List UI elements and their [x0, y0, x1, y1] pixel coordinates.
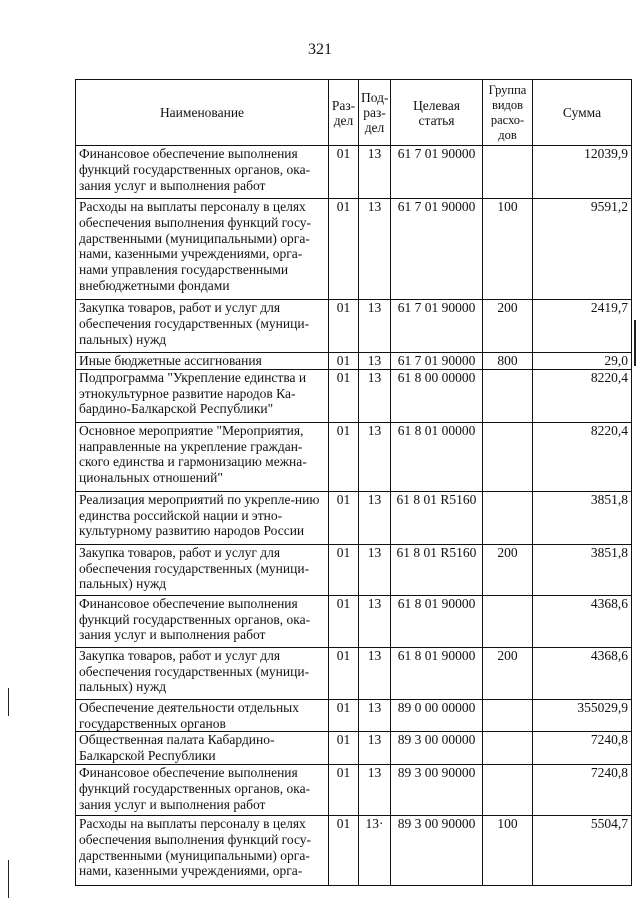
row-name: Расходы на выплаты персоналу в целях обеспечения выполнения функций госу-дарственными (муниципальными) орга-нами, казенными учреждениями, орга-нами управления государственными внебюджетными фондами — [76, 199, 329, 300]
row-article: 61 8 00 00000 — [391, 369, 483, 422]
row-group: 100 — [483, 199, 533, 300]
row-article: 61 8 01 R5160 — [391, 544, 483, 595]
row-article: 61 7 01 90000 — [391, 353, 483, 370]
row-group: 200 — [483, 300, 533, 353]
row-section: 01 — [329, 544, 359, 595]
edge-mark — [8, 860, 9, 898]
row-article: 89 0 00 00000 — [391, 699, 483, 732]
row-group: 100 — [483, 815, 533, 885]
row-name: Расходы на выплаты персоналу в целях обеспечения выполнения функций госу-дарственными (муниципальными) орга-нами, казенными учреждениями, орга- — [76, 815, 329, 885]
row-name: Основное мероприятие "Мероприятия, направленные на укрепление граждан-ского единства и гармонизацию межна-циональных отношений" — [76, 422, 329, 491]
row-subsection: 13 — [359, 647, 391, 699]
row-subsection: 13 — [359, 422, 391, 491]
row-subsection: 13 — [359, 369, 391, 422]
row-section: 01 — [329, 699, 359, 732]
row-sum: 29,0 — [533, 353, 632, 370]
header-article: Целевая статья — [391, 80, 483, 146]
row-sum: 12039,9 — [533, 146, 632, 199]
page-number: 321 — [308, 41, 332, 58]
row-section: 01 — [329, 353, 359, 370]
table-row — [76, 595, 632, 647]
row-subsection: 13 — [359, 732, 391, 765]
table-row — [76, 353, 632, 370]
table-row — [76, 764, 632, 815]
row-name: Закупка товаров, работ и услуг для обеспечения государственных (муници-пальных) нужд — [76, 300, 329, 353]
row-group — [483, 764, 533, 815]
row-section: 01 — [329, 595, 359, 647]
row-group — [483, 146, 533, 199]
row-group — [483, 595, 533, 647]
table-row — [76, 544, 632, 595]
row-section: 01 — [329, 491, 359, 544]
row-subsection: 13 — [359, 491, 391, 544]
row-name: Финансовое обеспечение выполнения функций государственных органов, ока-зания услуг и выполнения работ — [76, 595, 329, 647]
header-group: Группа видов расхо- дов — [483, 80, 533, 146]
row-subsection: 13 — [359, 353, 391, 370]
table-row — [76, 491, 632, 544]
row-section: 01 — [329, 422, 359, 491]
row-sum: 2419,7 — [533, 300, 632, 353]
edge-mark — [8, 688, 9, 716]
row-section: 01 — [329, 369, 359, 422]
row-sum: 3851,8 — [533, 544, 632, 595]
table-row — [76, 815, 632, 885]
row-group — [483, 699, 533, 732]
header-sum: Сумма — [533, 80, 632, 146]
row-sum: 9591,2 — [533, 199, 632, 300]
row-name: Финансовое обеспечение выполнения функций государственных органов, ока-зания услуг и выполнения работ — [76, 146, 329, 199]
table-row — [76, 146, 632, 199]
header-row — [76, 80, 632, 146]
row-subsection: 13 — [359, 199, 391, 300]
row-article: 61 7 01 90000 — [391, 300, 483, 353]
row-article: 61 8 01 R5160 — [391, 491, 483, 544]
row-sum: 8220,4 — [533, 369, 632, 422]
row-sum: 355029,9 — [533, 699, 632, 732]
table-row — [76, 369, 632, 422]
row-article: 61 8 01 90000 — [391, 647, 483, 699]
row-name: Финансовое обеспечение выполнения функций государственных органов, ока-зания услуг и выполнения работ — [76, 764, 329, 815]
row-name: Закупка товаров, работ и услуг для обеспечения государственных (муници-пальных) нужд — [76, 647, 329, 699]
row-sum: 7240,8 — [533, 764, 632, 815]
row-name: Общественная палата Кабардино-Балкарской Республики — [76, 732, 329, 765]
row-name: Иные бюджетные ассигнования — [76, 353, 329, 370]
table-row — [76, 732, 632, 765]
row-section: 01 — [329, 199, 359, 300]
row-subsection: 13 — [359, 764, 391, 815]
header-section: Раз- дел — [329, 80, 359, 146]
header-name: Наименование — [76, 80, 329, 146]
row-name: Подпрограмма "Укрепление единства и этнокультурное развитие народов Ка-бардино-Балкарской Республики" — [76, 369, 329, 422]
row-section: 01 — [329, 764, 359, 815]
table-row — [76, 422, 632, 491]
table-row — [76, 647, 632, 699]
row-name: Обеспечение деятельности отдельных государственных органов — [76, 699, 329, 732]
row-group — [483, 369, 533, 422]
row-name: Закупка товаров, работ и услуг для обеспечения государственных (муници-пальных) нужд — [76, 544, 329, 595]
edge-mark — [634, 320, 636, 366]
row-subsection: 13 — [359, 146, 391, 199]
row-article: 61 7 01 90000 — [391, 146, 483, 199]
row-subsection: 13· — [359, 815, 391, 885]
row-article: 89 3 00 90000 — [391, 764, 483, 815]
row-sum: 3851,8 — [533, 491, 632, 544]
row-article: 89 3 00 90000 — [391, 815, 483, 885]
table-row — [76, 699, 632, 732]
row-group: 200 — [483, 647, 533, 699]
row-subsection: 13 — [359, 300, 391, 353]
row-group: 800 — [483, 353, 533, 370]
table-row — [76, 199, 632, 300]
row-sum: 4368,6 — [533, 647, 632, 699]
row-section: 01 — [329, 647, 359, 699]
row-article: 61 7 01 90000 — [391, 199, 483, 300]
row-section: 01 — [329, 300, 359, 353]
row-sum: 8220,4 — [533, 422, 632, 491]
table-row — [76, 300, 632, 353]
row-group — [483, 491, 533, 544]
row-subsection: 13 — [359, 699, 391, 732]
row-article: 61 8 01 90000 — [391, 595, 483, 647]
row-section: 01 — [329, 815, 359, 885]
row-section: 01 — [329, 146, 359, 199]
row-subsection: 13 — [359, 544, 391, 595]
row-group: 200 — [483, 544, 533, 595]
row-group — [483, 732, 533, 765]
budget-table — [75, 79, 632, 886]
row-group — [483, 422, 533, 491]
row-article: 89 3 00 00000 — [391, 732, 483, 765]
row-name: Реализация мероприятий по укрепле-нию единства российской нации и этно-культурному развитию народов России — [76, 491, 329, 544]
row-section: 01 — [329, 732, 359, 765]
header-subsection: Под- раз- дел — [359, 80, 391, 146]
row-sum: 5504,7 — [533, 815, 632, 885]
row-sum: 4368,6 — [533, 595, 632, 647]
row-article: 61 8 01 00000 — [391, 422, 483, 491]
row-sum: 7240,8 — [533, 732, 632, 765]
row-subsection: 13 — [359, 595, 391, 647]
